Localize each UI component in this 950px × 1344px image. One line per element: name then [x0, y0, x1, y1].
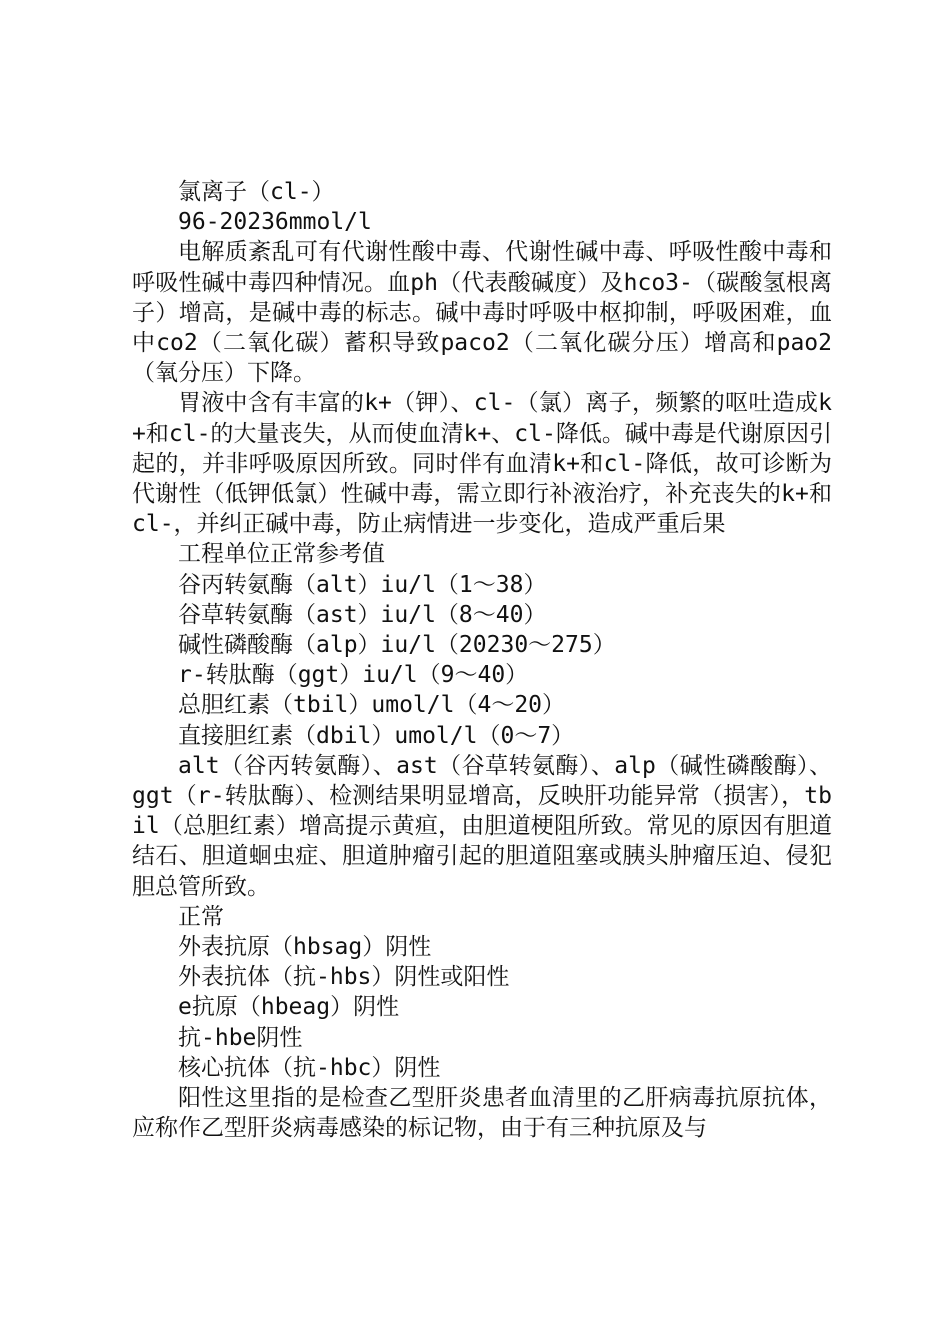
- paragraph-hbeag: e抗原（hbeag）阴性: [178, 994, 400, 1021]
- paragraph-reference-heading: 工程单位正常参考值: [178, 541, 385, 568]
- paragraph-chloride-range: 96-20236mmol/l: [178, 209, 372, 236]
- paragraph-alt-reference: 谷丙转氨酶（alt）iu/l（1～38）: [178, 571, 547, 598]
- paragraph-anti-hbe: 抗-hbe阴性: [178, 1024, 303, 1051]
- paragraph-anti-hbs: 外表抗体（抗-hbs）阴性或阳性: [178, 964, 510, 991]
- paragraph-normal-heading: 正常: [178, 903, 224, 930]
- paragraph-tbil-reference: 总胆红素（tbil）umol/l（4～20）: [178, 692, 566, 719]
- paragraph-ast-reference: 谷草转氨酶（ast）iu/l（8～40）: [178, 601, 547, 628]
- paragraph-gastric-fluid: 胃液中含有丰富的k+（钾）、cl-（氯）离子，频繁的呕吐造成k+和cl-的大量丧失，从而使血清k+、cl-降低。碱中毒是代谢原因引起的，并非呼吸原因所致。同时伴有血清k+和cl-降低，故可诊断为代谢性（低钾低氯）性碱中毒，需立即行补液治疗，补充丧失的k+和cl-，并纠正碱中毒，防止病情进一步变化，造成严重后果: [132, 390, 832, 538]
- paragraph-chloride-heading: 氯离子（cl-）: [178, 179, 335, 205]
- paragraph-liver-function: alt（谷丙转氨酶）、ast（谷草转氨酶）、alp（碱性磷酸酶）、ggt（r-转肽酶）、检测结果明显增高，反映肝功能异常（损害），tbil（总胆红素）增高提示黄疸，由胆道梗阻所致。常见的原因有胆道结石、胆道蛔虫症、胆道肿瘤引起的胆道阻塞或胰头肿瘤压迫、侵犯胆总管所致。: [132, 752, 832, 900]
- paragraph-hbsag: 外表抗原（hbsag）阴性: [178, 934, 432, 961]
- paragraph-electrolyte-disorder: 电解质紊乱可有代谢性酸中毒、代谢性碱中毒、呼吸性酸中毒和呼吸性碱中毒四种情况。血ph（代表酸碱度）及hco3-（碳酸氢根离子）增高，是碱中毒的标志。碱中毒时呼吸中枢抑制，呼吸困难，血中co2（二氧化碳）蓄积导致paco2（二氧化碳分压）增高和pao2（氧分压）下降。: [132, 239, 832, 387]
- paragraph-dbil-reference: 直接胆红素（dbil）umol/l（0～7）: [178, 722, 575, 749]
- paragraph-ggt-reference: r-转肽酶（ggt）iu/l（9～40）: [178, 662, 529, 689]
- document-body: [132, 177, 832, 1144]
- paragraph-alp-reference: 碱性磷酸酶（alp）iu/l（20230～275）: [178, 632, 616, 659]
- paragraph-anti-hbc: 核心抗体（抗-hbc）阴性: [178, 1054, 441, 1081]
- paragraph-positive-explanation: 阳性这里指的是检查乙型肝炎患者血清里的乙肝病毒抗原抗体，应称作乙型肝炎病毒感染的标记物，由于有三种抗原及与: [132, 1085, 832, 1142]
